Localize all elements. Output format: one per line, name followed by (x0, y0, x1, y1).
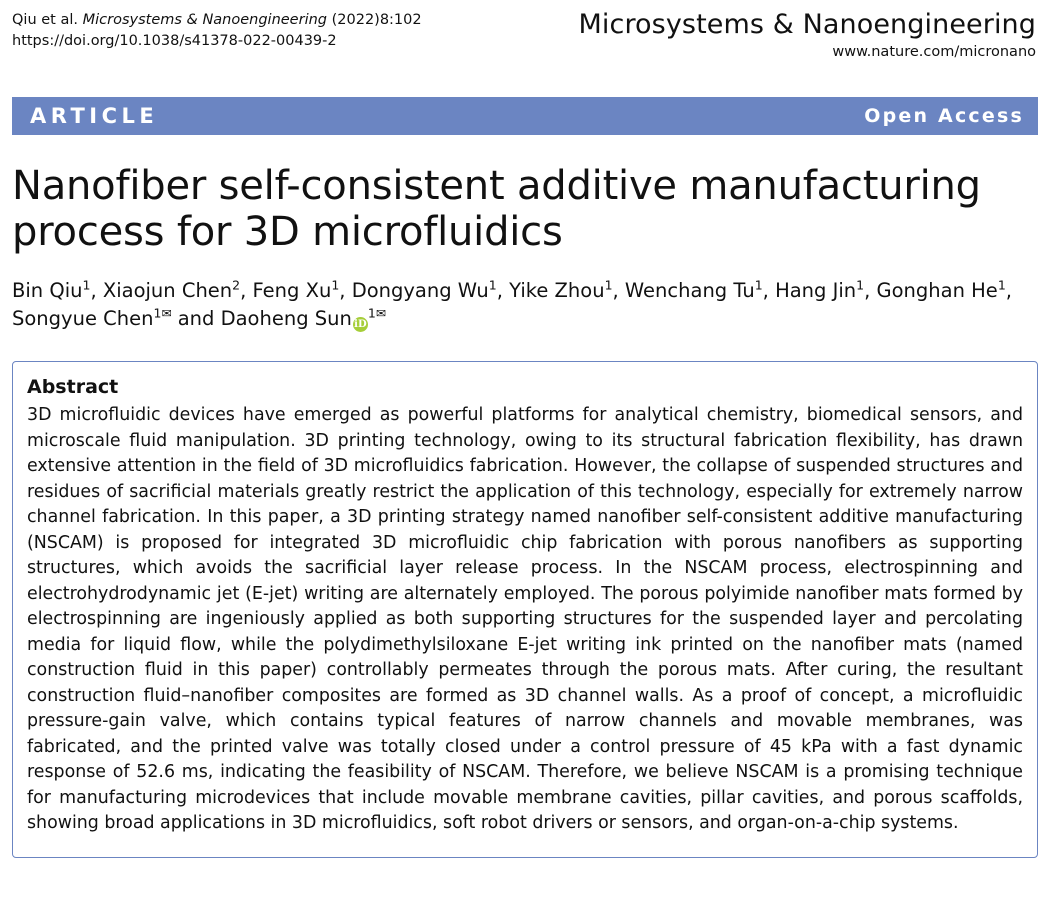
author-list: Bin Qiu$^1$, Xiaojun Chen$^2$, Feng Xu$^1$, Dongyang Wu$^1$, Yike Zhou$^1$, Wenchang Tu$^1$, Hang Jin$^1$, Gonghan He$^1$, Songyue Chen$^{1✉}$ and Daoheng Sun $iD^{1✉}$ (12, 277, 1012, 330)
abstract-box (12, 361, 1038, 858)
author-name[interactable]: Hang Jin (775, 278, 857, 302)
article-type-bar (12, 97, 1038, 135)
citation-prefix: Qiu et al. (12, 12, 78, 28)
author-name[interactable]: Bin Qiu (12, 278, 83, 302)
citation-line (12, 10, 422, 31)
author-affiliation-marker: 1 (331, 277, 340, 293)
envelope-icon[interactable]: ✉ (161, 306, 172, 321)
journal-url[interactable]: www.nature.com/micronano (832, 43, 1036, 60)
page-header (0, 0, 1050, 60)
journal-block (579, 10, 1037, 60)
orcid-icon[interactable]: iD (354, 318, 367, 330)
author-name[interactable]: Gonghan He (876, 278, 998, 302)
citation-journal: Microsystems & Nanoengineering (82, 12, 327, 28)
author-affiliation-marker: 1 (856, 277, 865, 293)
author-name[interactable]: Feng Xu (252, 278, 332, 302)
authors-conjunction: and (177, 306, 215, 330)
author-affiliation-marker: 1 (997, 277, 1006, 293)
citation-block (12, 10, 422, 52)
author-affiliation-marker: 1 (604, 277, 613, 293)
author-affiliation-marker: 1 (754, 277, 763, 293)
envelope-icon[interactable]: ✉ (375, 306, 386, 321)
article-type-label: ARTICLE (30, 103, 159, 128)
citation-suffix: (2022)8:102 (331, 12, 422, 28)
author-name[interactable]: Songyue Chen (12, 306, 154, 330)
author-affiliation-marker: 1 (82, 277, 91, 293)
doi-link[interactable]: https://doi.org/10.1038/s41378-022-00439-2 (12, 33, 337, 50)
author-name[interactable]: Daoheng Sun (220, 306, 352, 330)
author-name[interactable]: Yike Zhou (509, 278, 605, 302)
page-title: Nanofiber self-consistent additive manufacturing process for 3D microfluidics (12, 162, 981, 255)
author-name[interactable]: Xiaojun Chen (102, 278, 233, 302)
abstract-heading: Abstract (27, 376, 119, 399)
author-affiliation-marker: 1 (488, 277, 497, 293)
author-affiliation-marker: 2 (232, 277, 241, 293)
abstract-text: 3D microfluidic devices have emerged as powerful platforms for analytical chemistry, biomedical sensors, and microscale fluid manipulation. 3D printing technology, owing to its structural fabrication flexibility, has drawn extensive attention in the field of 3D microfluidics fabrication. However, the collapse of suspended structures and residues of sacrificial materials greatly restrict the application of this technology, especially for extremely narrow channel fabrication. In this paper, a 3D printing strategy named nanofiber self-consistent additive manufacturing (NSCAM) is proposed for integrated 3D microfluidic chip fabrication with porous nanofibers as supporting structures, which avoids the sacrificial layer release process. In the NSCAM process, electrospinning and electrohydrodynamic jet (E-jet) writing are alternately employed. The porous polyimide nanofiber mats formed by electrospinning are ingeniously applied as both supporting structures for the suspended layer and percolating media for liquid flow, while the polydimethylsiloxane E-jet writing ink printed on the nanofiber mats (named construction fluid in this paper) controllably permeates through the porous mats. After curing, the resultant construction fluid–nanofiber composites are formed as 3D channel walls. As a proof of concept, a microfluidic pressure-gain valve, which contains typical features of narrow channels and movable membranes, was fabricated, and the printed valve was totally closed under a control pressure of 45 kPa with a fast dynamic response of 52.6 ms, indicating the feasibility of NSCAM. Therefore, we believe NSCAM is a promising technique for manufacturing microdevices that include movable membrane cavities, pillar cavities, and porous scaffolds, showing broad applications in 3D microfluidics, soft robot drivers or sensors, and organ-on-a-chip systems. (27, 405, 1023, 834)
author-name[interactable]: Wenchang Tu (624, 278, 755, 302)
open-access-label: Open Access (864, 104, 1024, 127)
author-affiliation-marker: 1 (367, 305, 376, 321)
journal-title: Microsystems & Nanoengineering (578, 9, 1036, 40)
author-name[interactable]: Dongyang Wu (351, 278, 489, 302)
author-affiliation-marker: 1 (153, 305, 162, 321)
